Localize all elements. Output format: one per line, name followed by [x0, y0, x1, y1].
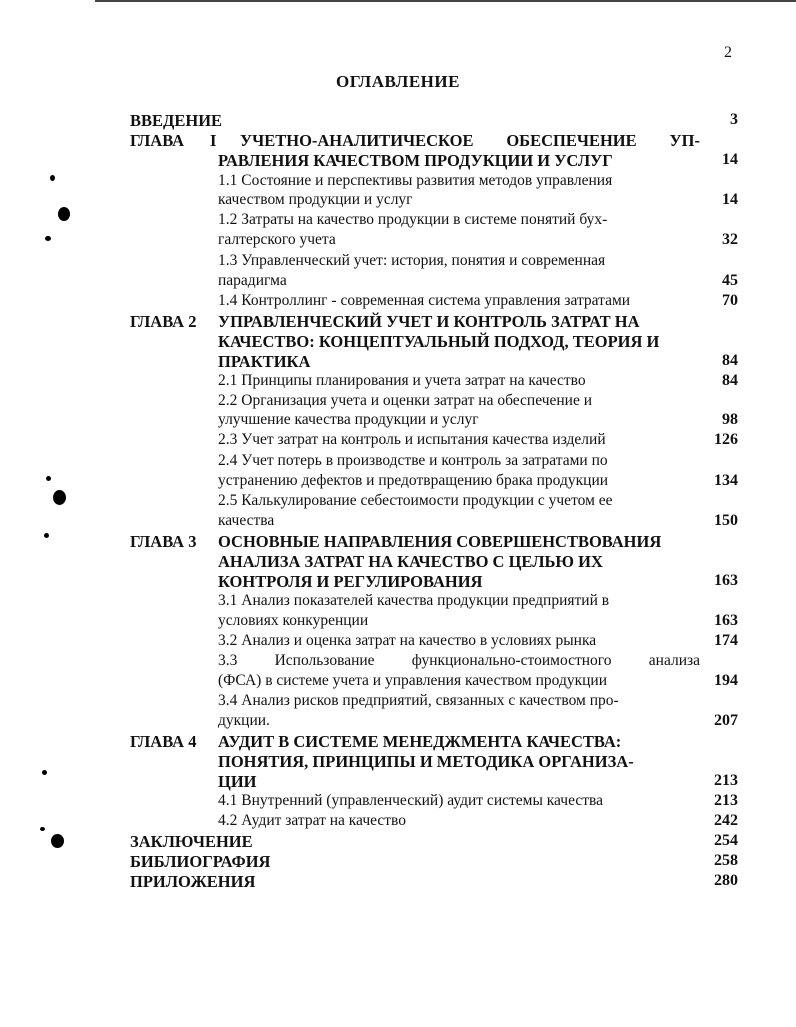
section-1-2-line-2[interactable]: галтерского учета [218, 231, 336, 248]
section-2-4-line-2[interactable]: устранению дефектов и предотвращению брака продукции [218, 472, 609, 489]
section-3-1-page: 163 [714, 612, 738, 629]
chapter-3-page: 163 [714, 572, 738, 589]
section-1-3-line-2[interactable]: парадигма [218, 272, 287, 289]
scan-speck [42, 770, 47, 775]
chapter-3-title-line-1[interactable]: ОСНОВНЫЕ НАПРАВЛЕНИЯ СОВЕРШЕНСТВОВАНИЯ [218, 532, 662, 551]
scan-speck [53, 490, 66, 505]
section-1-1-page: 14 [722, 191, 738, 208]
scan-speck [46, 476, 51, 481]
toc-introduction[interactable]: ВВЕДЕНИЕ [130, 111, 223, 130]
section-3-2-page: 174 [714, 632, 738, 649]
chapter-2-label: ГЛАВА 2 [130, 312, 197, 331]
chapter-4-title-line-1[interactable]: АУДИТ В СИСТЕМЕ МЕНЕДЖМЕНТА КАЧЕСТВА: [218, 732, 622, 751]
section-1-3-page: 45 [722, 272, 738, 289]
scan-speck [45, 236, 51, 241]
section-1-2-line-1[interactable]: 1.2 Затраты на качество продукции в системе понятий бух- [218, 211, 608, 228]
toc-conclusion-page: 254 [714, 832, 738, 849]
section-1-1-line-2[interactable]: качеством продукции и услуг [218, 191, 413, 208]
section-4-2-line-1[interactable]: 4.2 Аудит затрат на качество [218, 812, 406, 829]
section-3-1-line-1[interactable]: 3.1 Анализ показателей качества продукции предприятий в [218, 592, 610, 609]
section-1-3-line-1[interactable]: 1.3 Управленческий учет: история, понятия и современная [218, 252, 606, 269]
section-3-2-line-1[interactable]: 3.2 Анализ и оценка затрат на качество в условиях рынка [218, 632, 597, 649]
chapter-3-title-line-2[interactable]: АНАЛИЗА ЗАТРАТ НА КАЧЕСТВО С ЦЕЛЬЮ ИХ [218, 552, 603, 571]
section-2-2-line-1[interactable]: 2.2 Организация учета и оценки затрат на обеспечение и [218, 392, 593, 409]
toc-appendices-page: 280 [714, 872, 738, 889]
chapter-3-label: ГЛАВА 3 [130, 532, 197, 551]
section-2-5-line-1[interactable]: 2.5 Калькулирование себестоимости продукции с учетом ее [218, 492, 613, 509]
section-2-5-page: 150 [714, 512, 738, 529]
section-3-4-page: 207 [714, 712, 738, 729]
section-2-3-page: 126 [714, 431, 738, 448]
chapter-4-label: ГЛАВА 4 [130, 732, 197, 751]
section-2-4-page: 134 [714, 472, 738, 489]
section-3-4-line-1[interactable]: 3.4 Анализ рисков предприятий, связанных с качеством про- [218, 692, 619, 709]
chapter-4-title-line-3[interactable]: ЦИИ [218, 772, 257, 791]
chapter-1-title-line-2[interactable]: РАВЛЕНИЯ КАЧЕСТВОМ ПРОДУКЦИИ И УСЛУГ [218, 151, 613, 170]
toc-introduction-page: 3 [730, 111, 738, 128]
scan-speck [58, 207, 70, 221]
section-2-4-line-1[interactable]: 2.4 Учет потерь в производстве и контроль за затратами по [218, 452, 608, 469]
chapter-1-page: 14 [722, 151, 738, 168]
chapter-2-title-line-2[interactable]: КАЧЕСТВО: КОНЦЕПТУАЛЬНЫЙ ПОДХОД, ТЕОРИЯ И [218, 332, 660, 351]
scan-speck [40, 827, 45, 831]
section-2-3-line-1[interactable]: 2.3 Учет затрат на контроль и испытания качества изделий [218, 431, 606, 448]
section-3-1-line-2[interactable]: условиях конкуренции [218, 612, 369, 629]
scan-speck [44, 533, 49, 538]
section-3-3-page: 194 [714, 672, 738, 689]
toc-conclusion[interactable]: ЗАКЛЮЧЕНИЕ [130, 832, 253, 851]
chapter-2-page: 84 [722, 352, 738, 369]
chapter-3-title-line-3[interactable]: КОНТРОЛЯ И РЕГУЛИРОВАНИЯ [218, 572, 483, 591]
section-1-4-page: 70 [722, 292, 738, 309]
section-4-2-page: 242 [714, 812, 738, 829]
scan-speck [51, 834, 64, 848]
section-1-2-page: 32 [722, 231, 738, 248]
page-number: 2 [724, 44, 732, 61]
chapter-4-page: 213 [714, 772, 738, 789]
toc-appendices[interactable]: ПРИЛОЖЕНИЯ [130, 872, 256, 891]
section-4-1-page: 213 [714, 792, 738, 809]
scan-speck [50, 175, 55, 181]
section-2-1-line-1[interactable]: 2.1 Принципы планирования и учета затрат на качество [218, 372, 586, 389]
section-2-2-page: 98 [722, 411, 738, 428]
scan-top-edge [95, 0, 796, 2]
chapter-4-title-line-2[interactable]: ПОНЯТИЯ, ПРИНЦИПЫ И МЕТОДИКА ОРГАНИЗА- [218, 752, 634, 771]
chapter-2-title-line-3[interactable]: ПРАКТИКА [218, 352, 311, 371]
chapter-1-title-line-1[interactable]: УЧЕТНО-АНАЛИТИЧЕСКОЕ ОБЕСПЕЧЕНИЕ УП- [240, 131, 700, 150]
chapter-2-title-line-1[interactable]: УПРАВЛЕНЧЕСКИЙ УЧЕТ И КОНТРОЛЬ ЗАТРАТ НА [218, 312, 640, 331]
section-1-1-line-1[interactable]: 1.1 Состояние и перспективы развития методов управления [218, 172, 613, 189]
section-4-1-line-1[interactable]: 4.1 Внутренний (управленческий) аудит системы качества [218, 792, 604, 809]
toc-title: ОГЛАВЛЕНИЕ [336, 72, 460, 91]
section-2-1-page: 84 [722, 372, 738, 389]
section-3-3-line-1[interactable]: 3.3 Использование функционально-стоимостного анализа [218, 652, 700, 669]
section-3-4-line-2[interactable]: дукции. [218, 712, 270, 729]
section-1-4-line-1[interactable]: 1.4 Контроллинг - современная система управления затратами [218, 292, 631, 309]
toc-bibliography[interactable]: БИБЛИОГРАФИЯ [130, 852, 271, 871]
toc-bibliography-page: 258 [714, 852, 738, 869]
chapter-1-label: ГЛАВА I [130, 131, 217, 150]
section-3-3-line-2[interactable]: (ФСА) в системе учета и управления качеством продукции [218, 672, 607, 689]
section-2-2-line-2[interactable]: улучшение качества продукции и услуг [218, 411, 479, 428]
section-2-5-line-2[interactable]: качества [218, 512, 275, 529]
